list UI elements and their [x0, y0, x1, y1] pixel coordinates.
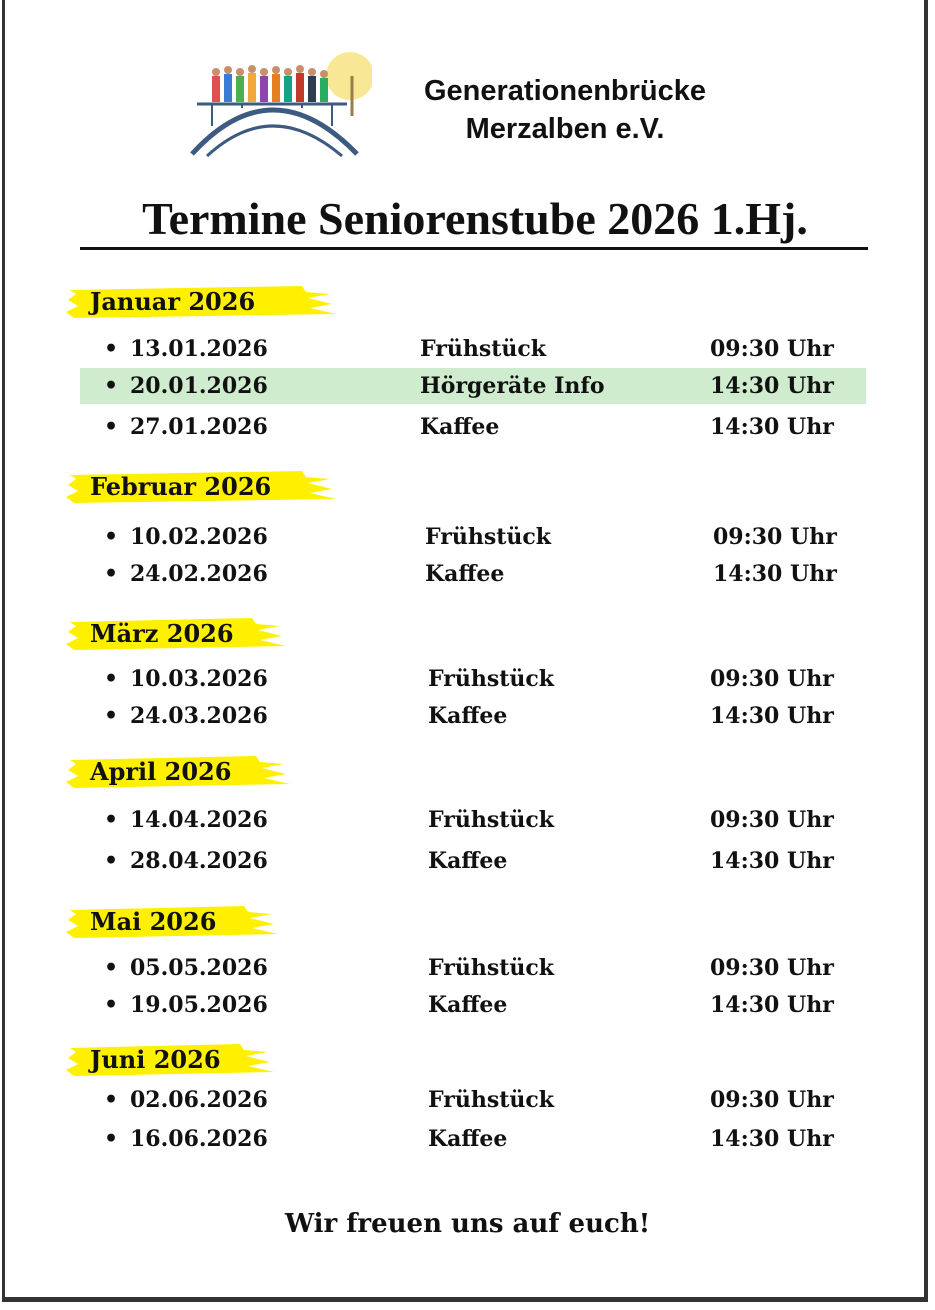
entry-event: Frühstück — [428, 955, 554, 981]
entry-time: 14:30 Uhr — [710, 703, 834, 729]
schedule-row — [80, 409, 866, 445]
closing-message: Wir freuen uns auf euch! — [284, 1209, 651, 1239]
entry-time: 09:30 Uhr — [713, 524, 837, 550]
organization-name — [380, 72, 750, 148]
entry-date: 24.03.2026 — [130, 703, 268, 729]
bullet-icon: • — [104, 992, 119, 1018]
bullet-icon: • — [104, 807, 119, 833]
schedule-row — [80, 556, 866, 592]
entry-event: Frühstück — [428, 1087, 554, 1113]
schedule-row — [80, 331, 866, 367]
month-header — [64, 282, 336, 322]
entry-date: 14.04.2026 — [130, 807, 268, 833]
month-header — [64, 467, 336, 507]
entry-time: 14:30 Uhr — [710, 848, 834, 874]
entry-time: 09:30 Uhr — [710, 807, 834, 833]
entry-date: 27.01.2026 — [130, 414, 268, 440]
entry-time: 09:30 Uhr — [710, 955, 834, 981]
bullet-icon: • — [104, 336, 119, 362]
schedule-row — [80, 843, 866, 879]
bullet-icon: • — [104, 1126, 119, 1152]
entry-time: 09:30 Uhr — [710, 666, 834, 692]
entry-date: 19.05.2026 — [130, 992, 268, 1018]
page-title: Termine Seniorenstube 2026 1.Hj. — [142, 193, 808, 244]
entry-event: Hörgeräte Info — [420, 373, 605, 399]
entry-event: Kaffee — [428, 992, 508, 1018]
schedule-row — [80, 987, 866, 1023]
month-label: Juni 2026 — [90, 1045, 221, 1074]
schedule-row — [80, 1121, 866, 1157]
entry-event: Frühstück — [428, 666, 554, 692]
schedule-row — [80, 802, 866, 838]
bullet-icon: • — [104, 561, 119, 587]
entry-event: Kaffee — [428, 703, 508, 729]
month-label: Januar 2026 — [90, 287, 256, 316]
entry-time: 09:30 Uhr — [710, 1087, 834, 1113]
entry-date: 16.06.2026 — [130, 1126, 268, 1152]
month-header — [64, 614, 286, 654]
entry-event: Kaffee — [428, 1126, 508, 1152]
entry-date: 02.06.2026 — [130, 1087, 268, 1113]
entry-time: 14:30 Uhr — [710, 373, 834, 399]
entry-date: 24.02.2026 — [130, 561, 268, 587]
month-label: April 2026 — [90, 757, 232, 786]
entry-event: Kaffee — [420, 414, 500, 440]
month-label: Mai 2026 — [90, 907, 217, 936]
bridge-people-logo-icon — [172, 46, 372, 166]
schedule-row — [80, 698, 866, 734]
schedule-row — [80, 661, 866, 697]
title-underline — [80, 247, 868, 250]
entry-date: 05.05.2026 — [130, 955, 268, 981]
entry-event: Kaffee — [425, 561, 505, 587]
entry-date: 10.02.2026 — [130, 524, 268, 550]
entry-time: 14:30 Uhr — [710, 414, 834, 440]
month-header — [64, 752, 290, 792]
bullet-icon: • — [104, 955, 119, 981]
month-label: März 2026 — [90, 619, 234, 648]
bullet-icon: • — [104, 666, 119, 692]
schedule-row — [80, 519, 866, 555]
schedule-row-highlighted — [80, 368, 866, 404]
entry-event: Frühstück — [420, 336, 546, 362]
entry-date: 13.01.2026 — [130, 336, 268, 362]
month-header — [64, 902, 278, 942]
entry-date: 10.03.2026 — [130, 666, 268, 692]
entry-time: 14:30 Uhr — [713, 561, 837, 587]
organization-name-line1: Generationenbrücke — [423, 75, 707, 107]
bullet-icon: • — [104, 414, 119, 440]
month-label: Februar 2026 — [90, 472, 272, 501]
entry-date: 20.01.2026 — [130, 373, 268, 399]
entry-time: 09:30 Uhr — [710, 336, 834, 362]
bullet-icon: • — [104, 848, 119, 874]
schedule-row — [80, 950, 866, 986]
entry-date: 28.04.2026 — [130, 848, 268, 874]
organization-name-line2: Merzalben e.V. — [465, 113, 665, 145]
entry-event: Kaffee — [428, 848, 508, 874]
month-header — [64, 1040, 274, 1080]
entry-event: Frühstück — [428, 807, 554, 833]
bullet-icon: • — [104, 373, 119, 399]
entry-event: Frühstück — [425, 524, 551, 550]
bullet-icon: • — [104, 524, 119, 550]
schedule-row — [80, 1082, 866, 1118]
bullet-icon: • — [104, 1087, 119, 1113]
entry-time: 14:30 Uhr — [710, 992, 834, 1018]
entry-time: 14:30 Uhr — [710, 1126, 834, 1152]
bullet-icon: • — [104, 703, 119, 729]
